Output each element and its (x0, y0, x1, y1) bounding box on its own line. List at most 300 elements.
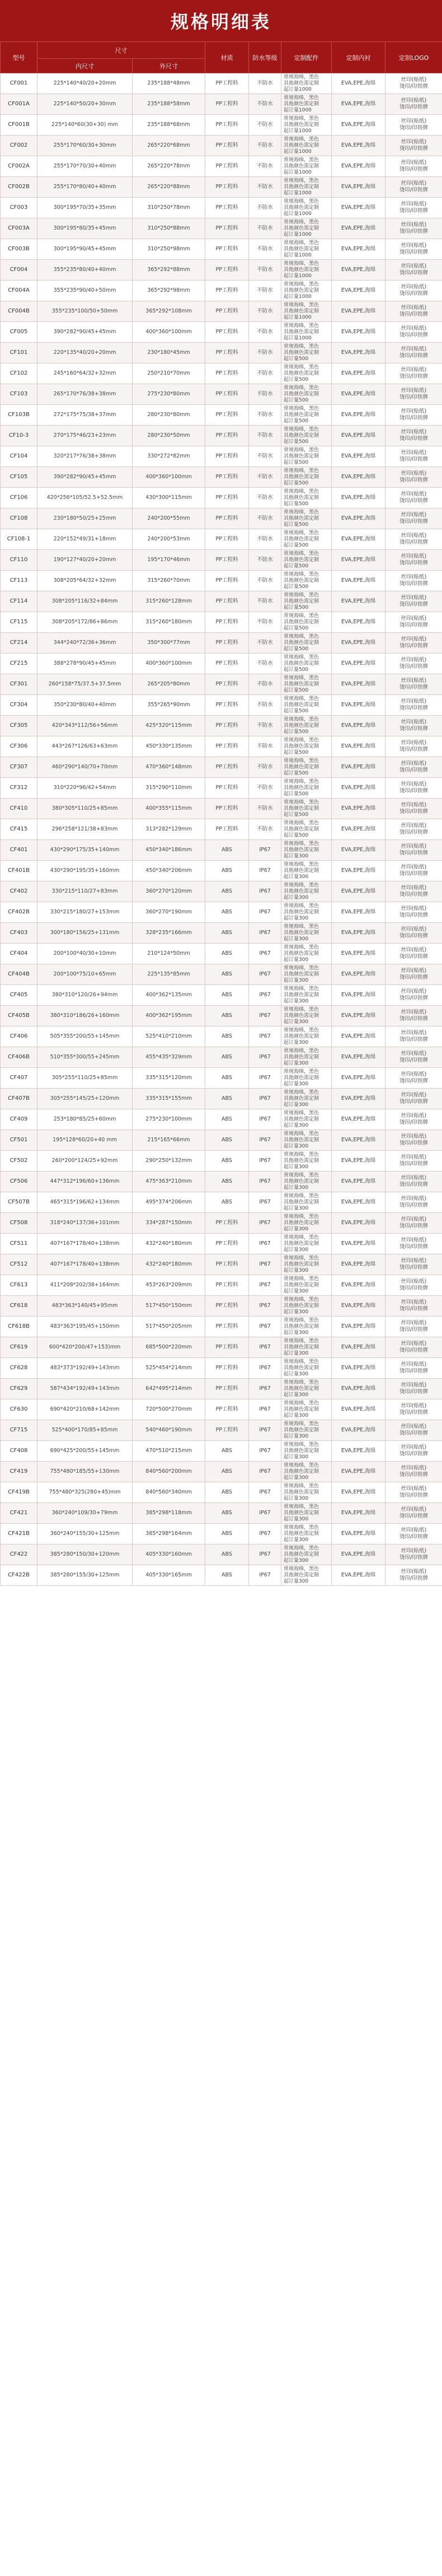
cell-inner-size: 305*255*145/25+120mm (37, 1089, 133, 1109)
cell-inner-size: 265*170*76/38+38mm (37, 384, 133, 405)
cell-model: CF108 (1, 508, 37, 529)
cell-material: ABS (205, 881, 249, 902)
cell-outer-size: 310*250*98mm (133, 239, 205, 260)
cell-waterproof: IP67 (249, 1068, 281, 1089)
table-row (1, 674, 442, 695)
cell-logo: 丝印(贴纸) 烫印/印铁牌 (385, 239, 442, 260)
cell-fitting: 常规海绵，黑色 其他颜色需定制 起订量300 (281, 1420, 332, 1441)
table-row (1, 1296, 442, 1317)
cell-material: PP工程料 (205, 343, 249, 363)
cell-inner-size: 225*140*60(30+30) mm (37, 115, 133, 136)
cell-lining: EVA,EPE,海绵 (332, 1006, 385, 1026)
cell-fitting: 常规海绵，黑色 其他颜色需定制 起订量500 (281, 695, 332, 716)
cell-waterproof: IP67 (249, 1275, 281, 1296)
cell-fitting: 常规海绵，黑色 其他颜色需定制 起订量300 (281, 985, 332, 1006)
table-row (1, 736, 442, 757)
cell-material: PP工程料 (205, 819, 249, 840)
cell-logo: 丝印(贴纸) 烫印/印铁牌 (385, 363, 442, 384)
cell-waterproof: IP67 (249, 840, 281, 861)
cell-logo: 丝印(贴纸) 烫印/印铁牌 (385, 384, 442, 405)
cell-inner-size: 430*290*195/35+160mm (37, 861, 133, 881)
cell-fitting: 常规海绵，黑色 其他颜色需定制 起订量1000 (281, 136, 332, 156)
cell-material: PP工程料 (205, 322, 249, 343)
cell-outer-size: 265*205*80mm (133, 674, 205, 695)
cell-waterproof: IP67 (249, 964, 281, 985)
cell-inner-size: 355*235*100/50+50mm (37, 301, 133, 322)
cell-logo: 丝印(贴纸) 烫印/印铁牌 (385, 260, 442, 281)
table-row (1, 1565, 442, 1586)
cell-lining: EVA,EPE,海绵 (332, 198, 385, 218)
cell-inner-size: 505*355*200/55+145mm (37, 1026, 133, 1047)
cell-lining: EVA,EPE,海绵 (332, 985, 385, 1006)
cell-model: CF001A (1, 94, 37, 115)
cell-fitting: 常规海绵，黑色 其他颜色需定制 起订量1000 (281, 322, 332, 343)
cell-fitting: 常规海绵，黑色 其他颜色需定制 起订量300 (281, 1337, 332, 1358)
cell-inner-size: 385*280*150/30+120mm (37, 1544, 133, 1565)
table-row (1, 654, 442, 674)
table-row (1, 1544, 442, 1565)
cell-material: PP工程料 (205, 799, 249, 819)
cell-outer-size: 385*298*118mm (133, 1503, 205, 1524)
cell-outer-size: 350*300*77mm (133, 633, 205, 654)
table-row (1, 923, 442, 944)
cell-fitting: 常规海绵，黑色 其他颜色需定制 起订量1000 (281, 260, 332, 281)
cell-fitting: 常规海绵，黑色 其他颜色需定制 起订量300 (281, 1317, 332, 1337)
cell-fitting: 常规海绵，黑色 其他颜色需定制 起订量300 (281, 1068, 332, 1089)
cell-outer-size: 335*315*155mm (133, 1089, 205, 1109)
cell-inner-size: 447*312*196/60+136mm (37, 1172, 133, 1192)
cell-lining: EVA,EPE,海绵 (332, 757, 385, 778)
cell-waterproof: 不防水 (249, 301, 281, 322)
cell-fitting: 常规海绵，黑色 其他颜色需定制 起订量1000 (281, 156, 332, 177)
cell-outer-size: 517*450*150mm (133, 1296, 205, 1317)
cell-outer-size: 453*263*209mm (133, 1275, 205, 1296)
cell-lining: EVA,EPE,海绵 (332, 1151, 385, 1172)
cell-model: CF004B (1, 301, 37, 322)
cell-material: ABS (205, 1109, 249, 1130)
cell-logo: 丝印(贴纸) 烫印/印铁牌 (385, 115, 442, 136)
cell-inner-size: 525*400*170/85+85mm (37, 1420, 133, 1441)
cell-material: PP工程料 (205, 1317, 249, 1337)
cell-outer-size: 365*292*98mm (133, 281, 205, 301)
cell-inner-size: 300*195*90/45+45mm (37, 239, 133, 260)
cell-inner-size: 344*240*72/36+36mm (37, 633, 133, 654)
cell-model: CF405 (1, 985, 37, 1006)
cell-fitting: 常规海绵，黑色 其他颜色需定制 起订量300 (281, 1089, 332, 1109)
cell-model: CF215 (1, 654, 37, 674)
cell-fitting: 常规海绵，黑色 其他颜色需定制 起订量500 (281, 550, 332, 571)
cell-model: CF421 (1, 1503, 37, 1524)
cell-material: PP工程料 (205, 1296, 249, 1317)
cell-model: CF628 (1, 1358, 37, 1379)
cell-model: CF630 (1, 1399, 37, 1420)
cell-inner-size: 253*180*85/25+60mm (37, 1109, 133, 1130)
cell-waterproof: 不防水 (249, 426, 281, 446)
cell-inner-size: 420*343*112/56+56mm (37, 716, 133, 736)
cell-logo: 丝印(贴纸) 烫印/印铁牌 (385, 1337, 442, 1358)
cell-fitting: 常规海绵，黑色 其他颜色需定制 起订量300 (281, 1503, 332, 1524)
cell-outer-size: 235*188*58mm (133, 94, 205, 115)
cell-outer-size: 310*250*88mm (133, 218, 205, 239)
cell-inner-size: 260*200*124/25+92mm (37, 1151, 133, 1172)
header-inner-size: 内尺寸 (37, 59, 133, 73)
cell-inner-size: 308*205*116/32+84mm (37, 591, 133, 612)
cell-logo: 丝印(贴纸) 烫印/印铁牌 (385, 1399, 442, 1420)
cell-model: CF415 (1, 819, 37, 840)
cell-outer-size: 240*200*55mm (133, 508, 205, 529)
cell-logo: 丝印(贴纸) 烫印/印铁牌 (385, 674, 442, 695)
cell-outer-size: 405*330*165mm (133, 1565, 205, 1586)
cell-model: CF115 (1, 612, 37, 633)
table-row (1, 508, 442, 529)
cell-waterproof: 不防水 (249, 736, 281, 757)
cell-inner-size: 390*282*90/45+45mm (37, 322, 133, 343)
cell-lining: EVA,EPE,海绵 (332, 1544, 385, 1565)
cell-outer-size: 315*290*110mm (133, 778, 205, 799)
cell-inner-size: 300*195*80/35+45mm (37, 218, 133, 239)
cell-inner-size: 225*140*50/20+30mm (37, 94, 133, 115)
cell-logo: 丝印(贴纸) 烫印/印铁牌 (385, 923, 442, 944)
cell-waterproof: IP67 (249, 1379, 281, 1399)
cell-waterproof: 不防水 (249, 218, 281, 239)
cell-waterproof: IP67 (249, 1109, 281, 1130)
cell-material: ABS (205, 1089, 249, 1109)
table-row (1, 177, 442, 198)
cell-fitting: 常规海绵，黑色 其他颜色需定制 起订量300 (281, 1213, 332, 1234)
table-row (1, 218, 442, 239)
cell-lining: EVA,EPE,海绵 (332, 1047, 385, 1068)
cell-lining: EVA,EPE,海绵 (332, 1068, 385, 1089)
cell-outer-size: 315*260*70mm (133, 571, 205, 591)
cell-fitting: 常规海绵，黑色 其他颜色需定制 起订量500 (281, 529, 332, 550)
cell-waterproof: IP67 (249, 1172, 281, 1192)
cell-waterproof: IP67 (249, 902, 281, 923)
cell-logo: 丝印(贴纸) 烫印/印铁牌 (385, 1462, 442, 1482)
cell-lining: EVA,EPE,海绵 (332, 1026, 385, 1047)
cell-logo: 丝印(贴纸) 烫印/印铁牌 (385, 612, 442, 633)
cell-model: CF002 (1, 136, 37, 156)
cell-inner-size: 270*175*46/23+23mm (37, 426, 133, 446)
cell-waterproof: 不防水 (249, 819, 281, 840)
cell-waterproof: 不防水 (249, 654, 281, 674)
cell-model: CF402B (1, 902, 37, 923)
cell-inner-size: 230*180*50/25+25mm (37, 508, 133, 529)
cell-lining: EVA,EPE,海绵 (332, 612, 385, 633)
table-row (1, 633, 442, 654)
cell-lining: EVA,EPE,海绵 (332, 633, 385, 654)
cell-material: ABS (205, 1172, 249, 1192)
table-row (1, 1317, 442, 1337)
table-row (1, 281, 442, 301)
cell-logo: 丝印(贴纸) 烫印/印铁牌 (385, 1172, 442, 1192)
cell-fitting: 常规海绵，黑色 其他颜色需定制 起订量1000 (281, 281, 332, 301)
cell-outer-size: 250*210*70mm (133, 363, 205, 384)
cell-inner-size: 411*208*202/38+164mm (37, 1275, 133, 1296)
cell-waterproof: IP67 (249, 1213, 281, 1234)
cell-fitting: 常规海绵，黑色 其他颜色需定制 起订量300 (281, 1109, 332, 1130)
cell-fitting: 常规海绵，黑色 其他颜色需定制 起订量500 (281, 446, 332, 467)
cell-material: ABS (205, 1482, 249, 1503)
cell-waterproof: IP67 (249, 1482, 281, 1503)
cell-inner-size: 350*230*80/40+40mm (37, 695, 133, 716)
cell-waterproof: 不防水 (249, 467, 281, 488)
cell-fitting: 常规海绵，黑色 其他颜色需定制 起订量300 (281, 840, 332, 861)
cell-waterproof: IP67 (249, 1524, 281, 1544)
cell-material: PP工程料 (205, 177, 249, 198)
cell-logo: 丝印(贴纸) 烫印/印铁牌 (385, 695, 442, 716)
cell-fitting: 常规海绵，黑色 其他颜色需定制 起订量500 (281, 736, 332, 757)
cell-material: PP工程料 (205, 115, 249, 136)
cell-model: CF001 (1, 73, 37, 94)
cell-model: CF619 (1, 1337, 37, 1358)
cell-fitting: 常规海绵，黑色 其他颜色需定制 起订量300 (281, 1172, 332, 1192)
cell-inner-size: 255*170*60/30+30mm (37, 136, 133, 156)
cell-outer-size: 642*495*214mm (133, 1379, 205, 1399)
cell-outer-size: 240*200*53mm (133, 529, 205, 550)
cell-material: ABS (205, 902, 249, 923)
cell-inner-size: 465*315*196/62+134mm (37, 1192, 133, 1213)
cell-material: PP工程料 (205, 446, 249, 467)
cell-fitting: 常规海绵，黑色 其他颜色需定制 起订量300 (281, 944, 332, 964)
cell-outer-size: 280*230*80mm (133, 405, 205, 426)
cell-logo: 丝印(贴纸) 烫印/印铁牌 (385, 902, 442, 923)
cell-model: CF502 (1, 1151, 37, 1172)
cell-lining: EVA,EPE,海绵 (332, 446, 385, 467)
cell-inner-size: 510*355*300/55+245mm (37, 1047, 133, 1068)
cell-fitting: 常规海绵，黑色 其他颜色需定制 起订量300 (281, 1006, 332, 1026)
cell-waterproof: 不防水 (249, 94, 281, 115)
cell-outer-size: 685*500*220mm (133, 1337, 205, 1358)
cell-inner-size: 600*420*200/47+153)mm (37, 1337, 133, 1358)
cell-outer-size: 400*360*100mm (133, 654, 205, 674)
header-logo: 定制LOGO (385, 42, 442, 73)
cell-waterproof: 不防水 (249, 363, 281, 384)
cell-fitting: 常规海绵，黑色 其他颜色需定制 起订量300 (281, 1151, 332, 1172)
cell-inner-size: 330*215*180/27+153mm (37, 902, 133, 923)
table-row (1, 136, 442, 156)
cell-model: CF103B (1, 405, 37, 426)
cell-outer-size: 230*180*45mm (133, 343, 205, 363)
cell-outer-size: 432*240*180mm (133, 1234, 205, 1254)
cell-inner-size: 755*480*185/55+130mm (37, 1462, 133, 1482)
cell-lining: EVA,EPE,海绵 (332, 281, 385, 301)
table-row (1, 1482, 442, 1503)
cell-model: CF005 (1, 322, 37, 343)
cell-lining: EVA,EPE,海绵 (332, 881, 385, 902)
cell-waterproof: IP67 (249, 1544, 281, 1565)
cell-fitting: 常规海绵，黑色 其他颜色需定制 起订量500 (281, 405, 332, 426)
cell-outer-size: 290*250*132mm (133, 1151, 205, 1172)
cell-waterproof: 不防水 (249, 695, 281, 716)
table-row (1, 239, 442, 260)
cell-model: CF404 (1, 944, 37, 964)
cell-fitting: 常规海绵，黑色 其他颜色需定制 起订量500 (281, 571, 332, 591)
cell-logo: 丝印(贴纸) 烫印/印铁牌 (385, 944, 442, 964)
cell-inner-size: 190*127*40/20+20mm (37, 550, 133, 571)
cell-lining: EVA,EPE,海绵 (332, 944, 385, 964)
cell-waterproof: 不防水 (249, 674, 281, 695)
table-row (1, 384, 442, 405)
cell-inner-size: 430*290*175/35+140mm (37, 840, 133, 861)
cell-outer-size: 720*500*270mm (133, 1399, 205, 1420)
table-row (1, 301, 442, 322)
page-title: 规格明细表 (0, 0, 442, 41)
cell-lining: EVA,EPE,海绵 (332, 1565, 385, 1586)
table-row (1, 1192, 442, 1213)
table-row (1, 1275, 442, 1296)
cell-inner-size: 260*158*75/37.5+37.5mm (37, 674, 133, 695)
cell-waterproof: IP67 (249, 1254, 281, 1275)
cell-fitting: 常规海绵，黑色 其他颜色需定制 起订量1000 (281, 218, 332, 239)
cell-waterproof: 不防水 (249, 239, 281, 260)
cell-waterproof: 不防水 (249, 343, 281, 363)
cell-waterproof: 不防水 (249, 633, 281, 654)
cell-waterproof: IP67 (249, 1503, 281, 1524)
table-row (1, 1337, 442, 1358)
cell-material: PP工程料 (205, 94, 249, 115)
cell-model: CF105 (1, 467, 37, 488)
cell-waterproof: IP67 (249, 944, 281, 964)
cell-fitting: 常规海绵，黑色 其他颜色需定制 起订量300 (281, 1482, 332, 1503)
cell-lining: EVA,EPE,海绵 (332, 156, 385, 177)
table-row (1, 322, 442, 343)
cell-outer-size: 385*298*164mm (133, 1524, 205, 1544)
cell-inner-size: 380*305*110/25+85mm (37, 799, 133, 819)
cell-logo: 丝印(贴纸) 烫印/印铁牌 (385, 1151, 442, 1172)
cell-logo: 丝印(贴纸) 烫印/印铁牌 (385, 322, 442, 343)
cell-inner-size: 308*205*172/86+86mm (37, 612, 133, 633)
cell-logo: 丝印(贴纸) 烫印/印铁牌 (385, 1192, 442, 1213)
table-row (1, 1524, 442, 1544)
cell-fitting: 常规海绵，黑色 其他颜色需定制 起订量300 (281, 1379, 332, 1399)
cell-inner-size: 587*434*192/49+143mm (37, 1379, 133, 1399)
cell-waterproof: IP67 (249, 923, 281, 944)
cell-model: CF422B (1, 1565, 37, 1586)
table-row (1, 861, 442, 881)
cell-waterproof: 不防水 (249, 716, 281, 736)
cell-logo: 丝印(贴纸) 烫印/印铁牌 (385, 1089, 442, 1109)
cell-model: CF402 (1, 881, 37, 902)
cell-logo: 丝印(贴纸) 烫印/印铁牌 (385, 1254, 442, 1275)
table-body (1, 73, 442, 1586)
cell-model: CF312 (1, 778, 37, 799)
cell-logo: 丝印(贴纸) 烫印/印铁牌 (385, 1275, 442, 1296)
cell-material: ABS (205, 861, 249, 881)
cell-inner-size: 245*160*64/32+32mm (37, 363, 133, 384)
cell-model: CF406 (1, 1026, 37, 1047)
cell-material: ABS (205, 1047, 249, 1068)
cell-waterproof: 不防水 (249, 571, 281, 591)
cell-inner-size: 420*256*105/52.5+52.5mm (37, 488, 133, 508)
cell-lining: EVA,EPE,海绵 (332, 218, 385, 239)
cell-fitting: 常规海绵，黑色 其他颜色需定制 起订量500 (281, 654, 332, 674)
cell-logo: 丝印(贴纸) 烫印/印铁牌 (385, 1068, 442, 1089)
cell-model: CF004A (1, 281, 37, 301)
cell-inner-size: 483*373*192/49+143mm (37, 1358, 133, 1379)
cell-waterproof: IP67 (249, 1337, 281, 1358)
cell-material: PP工程料 (205, 239, 249, 260)
cell-material: PP工程料 (205, 136, 249, 156)
cell-logo: 丝印(贴纸) 烫印/印铁牌 (385, 550, 442, 571)
cell-waterproof: 不防水 (249, 799, 281, 819)
cell-outer-size: 405*330*160mm (133, 1544, 205, 1565)
table-row (1, 819, 442, 840)
cell-fitting: 常规海绵，黑色 其他颜色需定制 起订量500 (281, 343, 332, 363)
cell-inner-size: 690*425*200/55+145mm (37, 1441, 133, 1462)
cell-fitting: 常规海绵，黑色 其他颜色需定制 起订量1000 (281, 177, 332, 198)
table-row (1, 198, 442, 218)
cell-model: CF618 (1, 1296, 37, 1317)
cell-fitting: 常规海绵，黑色 其他颜色需定制 起订量500 (281, 384, 332, 405)
table-row (1, 591, 442, 612)
cell-inner-size: 483*363*140/45+95mm (37, 1296, 133, 1317)
cell-lining: EVA,EPE,海绵 (332, 73, 385, 94)
cell-model: CF306 (1, 736, 37, 757)
cell-fitting: 常规海绵，黑色 其他颜色需定制 起订量500 (281, 508, 332, 529)
cell-inner-size: 380*310*120/26+94mm (37, 985, 133, 1006)
cell-logo: 丝印(贴纸) 烫印/印铁牌 (385, 571, 442, 591)
table-row (1, 1068, 442, 1089)
cell-fitting: 常规海绵，黑色 其他颜色需定制 起订量500 (281, 363, 332, 384)
cell-waterproof: IP67 (249, 1130, 281, 1151)
cell-model: CF113 (1, 571, 37, 591)
cell-waterproof: 不防水 (249, 156, 281, 177)
cell-outer-size: 540*460*190mm (133, 1420, 205, 1441)
cell-model: CF301 (1, 674, 37, 695)
cell-lining: EVA,EPE,海绵 (332, 1130, 385, 1151)
cell-waterproof: IP67 (249, 1317, 281, 1337)
cell-lining: EVA,EPE,海绵 (332, 819, 385, 840)
cell-lining: EVA,EPE,海绵 (332, 695, 385, 716)
cell-logo: 丝印(贴纸) 烫印/印铁牌 (385, 218, 442, 239)
cell-model: CF419B (1, 1482, 37, 1503)
cell-fitting: 常规海绵，黑色 其他颜色需定制 起订量500 (281, 799, 332, 819)
cell-material: PP工程料 (205, 363, 249, 384)
cell-material: PP工程料 (205, 633, 249, 654)
table-row (1, 1234, 442, 1254)
table-row (1, 1006, 442, 1026)
cell-material: PP工程料 (205, 384, 249, 405)
table-row (1, 1172, 442, 1192)
cell-logo: 丝印(贴纸) 烫印/印铁牌 (385, 177, 442, 198)
cell-material: PP工程料 (205, 778, 249, 799)
cell-outer-size: 495*374*206mm (133, 1192, 205, 1213)
cell-outer-size: 334*287*150mm (133, 1213, 205, 1234)
cell-logo: 丝印(贴纸) 烫印/印铁牌 (385, 529, 442, 550)
cell-logo: 丝印(贴纸) 烫印/印铁牌 (385, 136, 442, 156)
cell-inner-size: 225*140*40/20+20mm (37, 73, 133, 94)
cell-inner-size: 443*267*126/63+63mm (37, 736, 133, 757)
cell-model: CF410 (1, 799, 37, 819)
cell-material: PP工程料 (205, 612, 249, 633)
cell-outer-size: 400*360*100mm (133, 467, 205, 488)
cell-waterproof: IP67 (249, 985, 281, 1006)
cell-model: CF507B (1, 1192, 37, 1213)
cell-material: PP工程料 (205, 695, 249, 716)
cell-model: CF307 (1, 757, 37, 778)
table-row (1, 1399, 442, 1420)
cell-inner-size: 200*100*75/10+65mm (37, 964, 133, 985)
cell-fitting: 常规海绵，黑色 其他颜色需定制 起订量500 (281, 674, 332, 695)
cell-outer-size: 365*292*108mm (133, 301, 205, 322)
cell-fitting: 常规海绵，黑色 其他颜色需定制 起订量500 (281, 633, 332, 654)
cell-logo: 丝印(贴纸) 烫印/印铁牌 (385, 819, 442, 840)
table-row (1, 488, 442, 508)
spec-table (0, 41, 442, 1586)
cell-lining: EVA,EPE,海绵 (332, 571, 385, 591)
cell-outer-size: 525*410*210mm (133, 1026, 205, 1047)
cell-lining: EVA,EPE,海绵 (332, 1234, 385, 1254)
